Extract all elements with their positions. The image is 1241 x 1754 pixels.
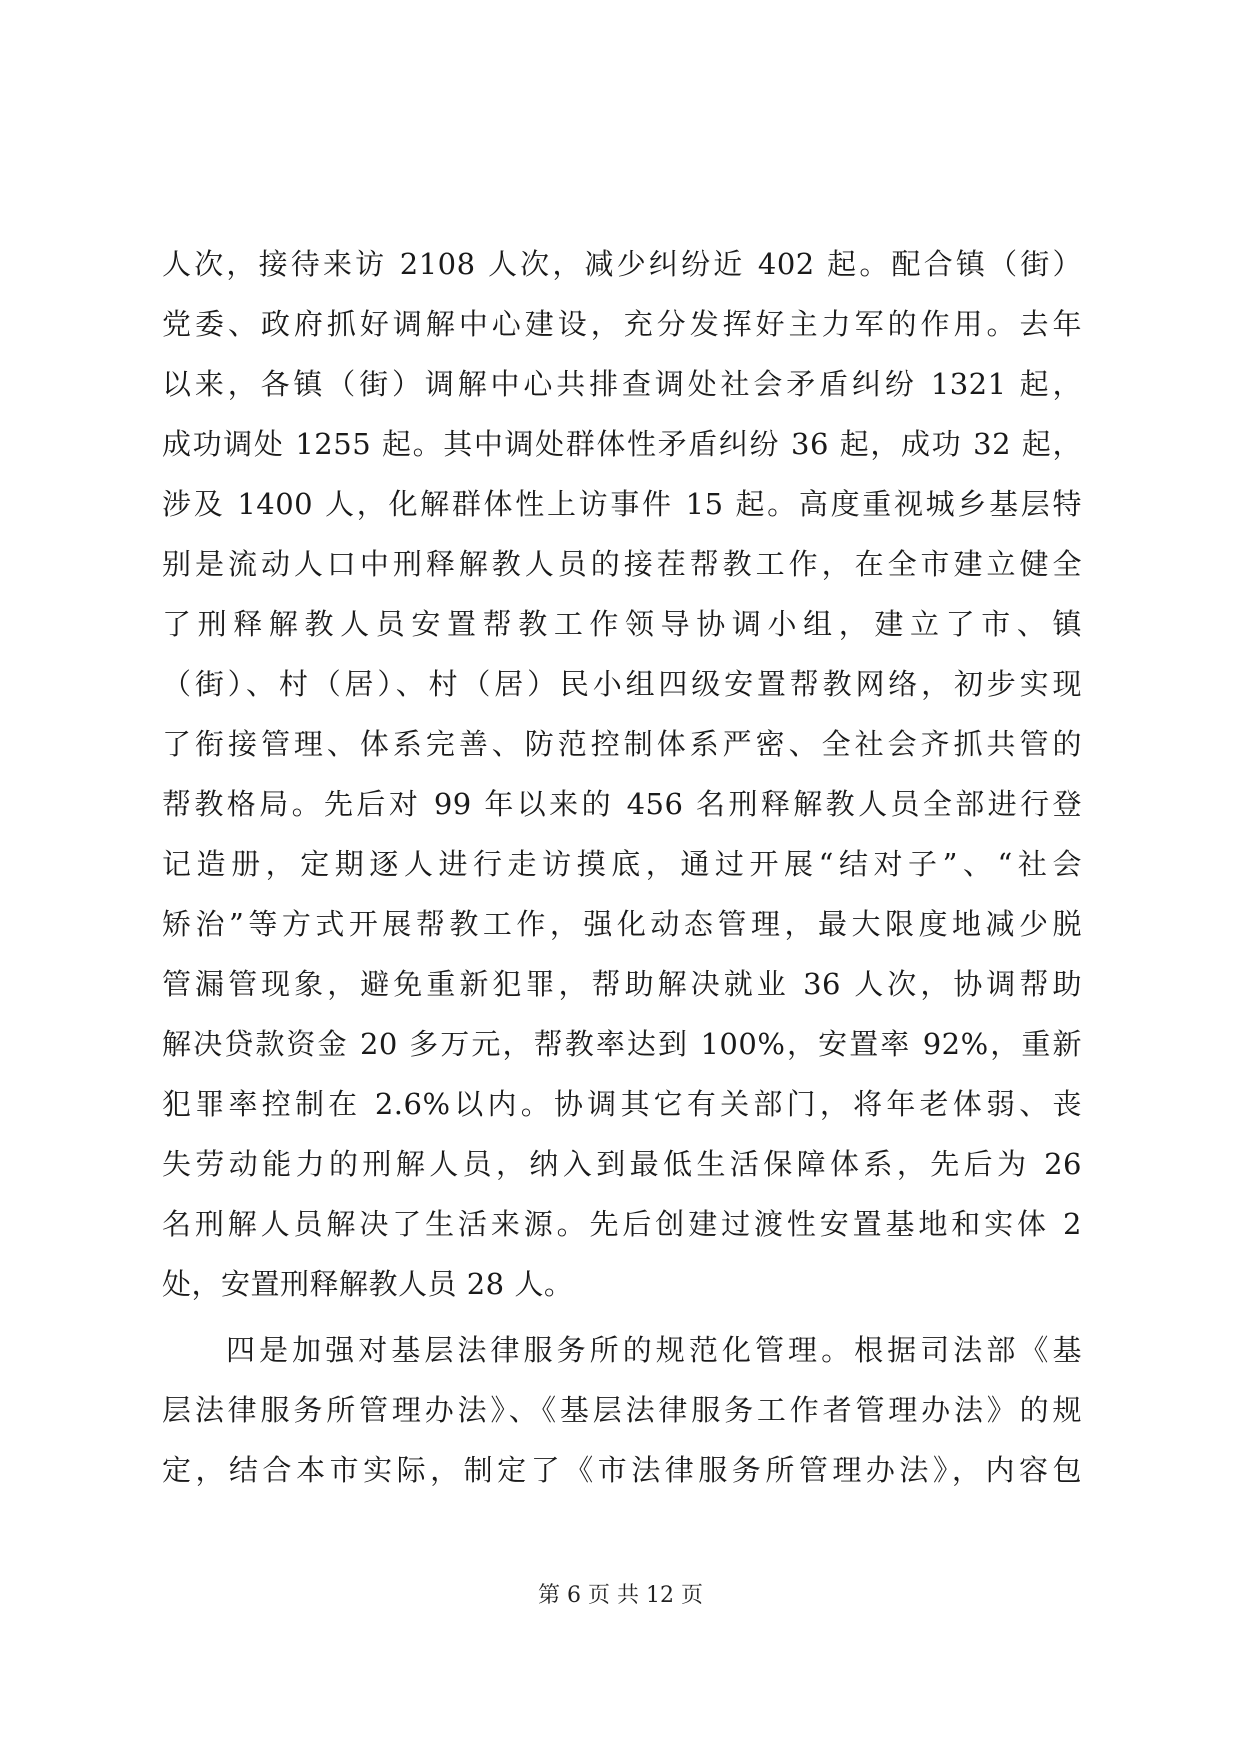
text-line: 失劳动能力的刑解人员，纳入到最低生活保障体系，先后为 26: [162, 1147, 1082, 1181]
text-line: 名刑解人员解决了生活来源。先后创建过渡性安置基地和实体 2: [162, 1207, 1082, 1241]
text-line: （街）、村（居）、村（居）民小组四级安置帮教网络，初步实现: [162, 667, 1082, 701]
text-line: 犯罪率控制在 2.6%以内。协调其它有关部门，将年老体弱、丧: [162, 1087, 1082, 1121]
text-line: 定，结合本市实际，制定了《市法律服务所管理办法》，内容包: [162, 1453, 1082, 1487]
text-line: 涉及 1400 人，化解群体性上访事件 15 起。高度重视城乡基层特: [162, 487, 1082, 521]
paragraph-2: [162, 1320, 1082, 1500]
text-line: 了衔接管理、体系完善、防范控制体系严密、全社会齐抓共管的: [162, 727, 1082, 761]
text-line: 层法律服务所管理办法》、《基层法律服务工作者管理办法》的规: [162, 1393, 1082, 1427]
text-line: 四是加强对基层法律服务所的规范化管理。根据司法部《基: [226, 1333, 1082, 1367]
text-line: 处，安置刑释解教人员 28 人。: [162, 1267, 574, 1301]
text-line: 以来，各镇（街）调解中心共排查调处社会矛盾纠纷 1321 起，: [162, 367, 1082, 401]
text-line: 帮教格局。先后对 99 年以来的 456 名刑释解教人员全部进行登: [162, 787, 1082, 821]
document-body: [162, 234, 1082, 1500]
text-line: 党委、政府抓好调解中心建设，充分发挥好主力军的作用。去年: [162, 307, 1082, 341]
text-line: 成功调处 1255 起。其中调处群体性矛盾纠纷 36 起，成功 32 起，: [162, 427, 1082, 461]
text-line: 解决贷款资金 20 多万元，帮教率达到 100%，安置率 92%，重新: [162, 1027, 1082, 1061]
text-line: 别是流动人口中刑释解教人员的接茬帮教工作，在全市建立健全: [162, 547, 1082, 581]
text-line: 管漏管现象，避免重新犯罪，帮助解决就业 36 人次，协调帮助: [162, 967, 1082, 1001]
text-line: 人次，接待来访 2108 人次，减少纠纷近 402 起。配合镇（街）: [162, 247, 1082, 281]
paragraph-1: [162, 234, 1082, 1314]
text-line: 了刑释解教人员安置帮教工作领导协调小组，建立了市、镇: [162, 607, 1082, 641]
text-line: 记造册，定期逐人进行走访摸底，通过开展“结对子”、“社会: [162, 847, 1082, 881]
page-number-footer: 第 6 页 共 12 页: [538, 1583, 703, 1608]
text-line: 矫治”等方式开展帮教工作，强化动态管理，最大限度地减少脱: [162, 907, 1082, 941]
